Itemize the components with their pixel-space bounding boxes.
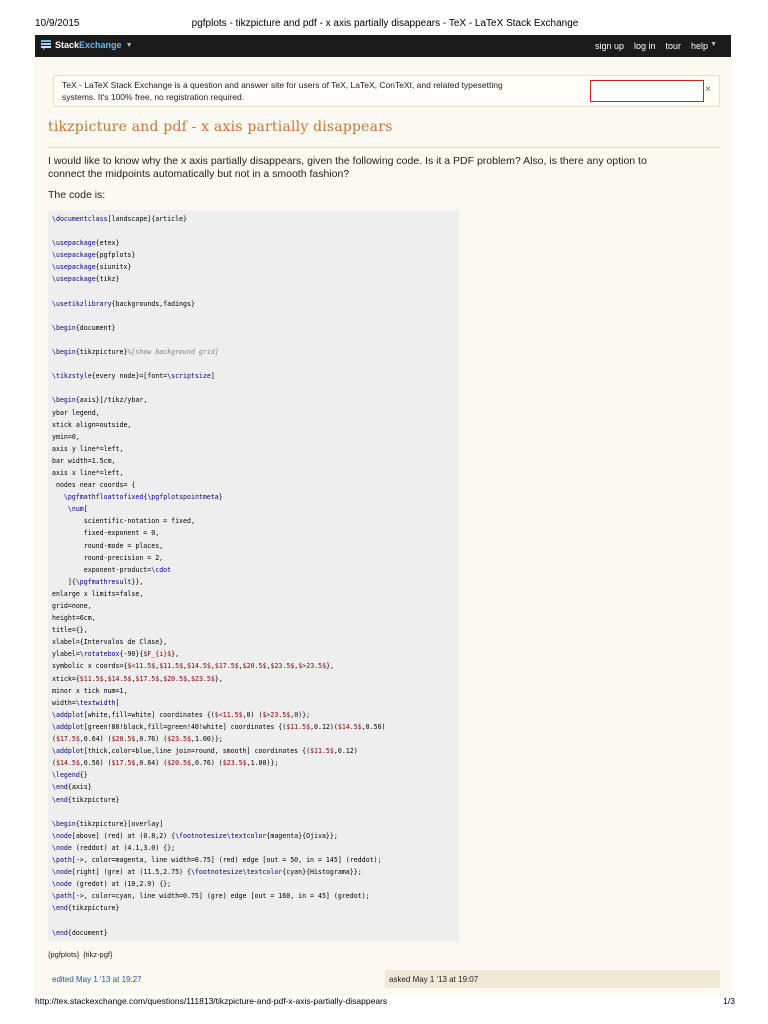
code-line [52,382,455,394]
code-line: ($17.5$,0.64) ($20.5$,0.76) ($23.5$,1.00)}; [52,735,223,744]
code-line: \documentclass[landscape]{article} [52,215,187,223]
code-line: \begin{tikzpicture}%[show background grid] [52,348,219,357]
tag-list [48,950,112,959]
code-line: \end{document} [52,928,108,937]
code-line: \usetikzlibrary{backgrounds,fadings} [52,299,195,308]
print-footer [35,996,735,1008]
top-nav [595,41,717,51]
code-line: ($14.5$,0.56) ($17.5$,0.64) ($20.5$,0.76) ($23.5$,1.00)}; [52,759,279,768]
code-line: height=6cm, [52,614,96,623]
chevron-down-icon: ▼ [125,41,133,49]
code-line: axis x line*=left, [52,468,124,477]
top-bar [35,35,731,57]
code-line: \begin{document} [52,323,116,332]
code-intro: The code is: [48,189,106,201]
site-notice [53,75,720,107]
code-line: \path[->, color=magenta, line width=0.75] (red) edge [out = 50, in = 145] (reddot); [52,855,382,864]
close-icon[interactable]: × [705,84,711,95]
code-line: \usepackage{tikz} [52,275,120,284]
code-line: fixed-exponent = 0, [52,529,160,538]
title-divider [48,147,720,148]
code-line [52,358,455,370]
help-chevron-down-icon: ▼ [710,41,717,48]
code-line: \legend{} [52,771,88,780]
code-line: scientific-notation = fixed, [52,517,195,526]
question-paragraph: I would like to know why the x axis partially disappears, given the following code. Is it a PDF problem? Also, is there any option to connect the midpoints automatically but not in a smooth fashion? [48,155,647,180]
code-line: \usepackage{etex} [52,239,120,248]
code-line: enlarge x limits=false, [52,589,144,598]
tag-tikz-pgf[interactable]: {tikz-pgf} [83,950,113,959]
code-line: \end{axis} [52,783,92,792]
nav-sign-up[interactable]: sign up [594,41,625,51]
code-line [52,334,455,346]
code-line: grid=none, [52,602,92,610]
code-line: round-mode = places, [52,541,164,550]
code-line [52,310,455,322]
page-number: 1/3 [723,996,735,1006]
notice-text: TeX - LaTeX Stack Exchange is a question and answer site for users of TeX, LaTeX, ConTeXt, and related typesetting systems. It's 100% free, no registration required. [62,80,503,102]
brand-stack: Stack [55,40,80,50]
code-line [52,806,455,818]
code-line: xtick={$11.5$,$14.5$,$17.5$,$20.5$,$23.5$}, [52,674,223,683]
code-line: bar width=1.5cm, [52,456,116,465]
brand-exchange: Exchange [79,40,122,50]
code-line: \addplot[white,fill=white] coordinates {($<11.5$,0) ($>23.5$,0)}; [52,710,311,719]
code-line: \tikzstyle{every node}=[font=\scriptsize] [52,372,215,381]
print-date: 10/9/2015 [35,18,80,29]
signup-box[interactable] [590,80,704,102]
code-line: \path[->, color=cyan, line width=0.75] (gre) edge [out = 160, in = 45] (gredot); [52,892,370,901]
print-page-title: pgfplots - tikzpicture and pdf - x axis partially disappears - TeX - LaTeX Stack Exchange [191,18,579,29]
code-line: xtick align=outside, [52,420,132,429]
stackexchange-icon [41,40,51,50]
code-block [48,210,459,942]
code-line: ylabel=\rotatebox{-90}{$F_{i}$}, [52,650,180,659]
code-line: \usepackage{pgfplots} [52,251,136,260]
code-line: \addplot[thick,color=blue,line join=round, smooth] coordinates {($11.5$,0.12) [52,747,358,756]
asked-info: asked May 1 '13 at 19:07 [385,970,720,988]
code-line: ymin=0, [52,432,80,441]
code-line: nodes near coords= { [52,481,136,490]
page-content [35,35,731,995]
code-line: width=\textwidth] [52,698,120,707]
code-line: \end{tikzpicture} [52,904,120,913]
code-line: \num[ [67,505,88,514]
code-line: \usepackage{siunitx} [52,263,132,272]
code-line [52,914,455,926]
edited-link[interactable]: edited May 1 '13 at 19:27 [52,975,142,984]
code-line: title={}, [52,626,88,635]
code-line: \addplot[green!80!black,fill=green!40!white] coordinates {($11.5$,0.12)($14.5$,0.56) [52,722,386,731]
code-line: \pgfmathfloattofixed{\pgfplotspointmeta} [63,493,223,502]
post-meta [48,970,720,988]
print-header [35,18,735,32]
code-line: exponent-product=\cdot [52,565,172,574]
nav-tour[interactable]: tour [665,41,682,51]
code-line: \node[above] (red) at (0.8,2) {\footnotesize\textcolor{magenta}{Ojiva}}; [52,831,338,840]
code-line: \begin{axis}[/tikz/ybar, [52,396,148,405]
code-line: xlabel={Intervalos de Clase}, [52,638,168,647]
code-line: \end{tikzpicture} [52,795,120,804]
code-line: axis y line*=left, [52,444,124,453]
code-line: \node (reddot) at (4.1,3.0) {}; [52,843,176,852]
stackexchange-logo[interactable] [41,40,133,50]
code-line: ybar legend, [52,408,100,417]
code-line: ]{\pgfmathresult}}, [52,577,144,586]
code-line: \node[right] (gre) at (11.5,2.75) {\footnotesize\textcolor{cyan}{Histograma}}; [52,868,362,877]
print-url: http://tex.stackexchange.com/questions/111813/tikzpicture-and-pdf-x-axis-partially-disappears [35,996,388,1006]
nav-help[interactable]: help [691,41,709,51]
question-title[interactable]: tikzpicture and pdf - x axis partially disappears [48,119,393,135]
code-line [52,286,455,298]
code-line: round-precision = 2, [52,553,164,562]
code-line: symbolic x coords={$<11.5$,$11.5$,$14.5$,$17.5$,$20.5$,$23.5$,$>23.5$}, [52,662,335,671]
nav-log-in[interactable]: log in [634,41,656,51]
code-line [52,225,455,237]
code-line: minor x tick num=1, [52,686,128,695]
code-line: \begin{tikzpicture}[overlay] [52,819,164,828]
tag-pgfplots[interactable]: {pgfplots} [48,950,80,959]
code-line: \node (gredot) at (10,2.9) {}; [52,880,172,889]
